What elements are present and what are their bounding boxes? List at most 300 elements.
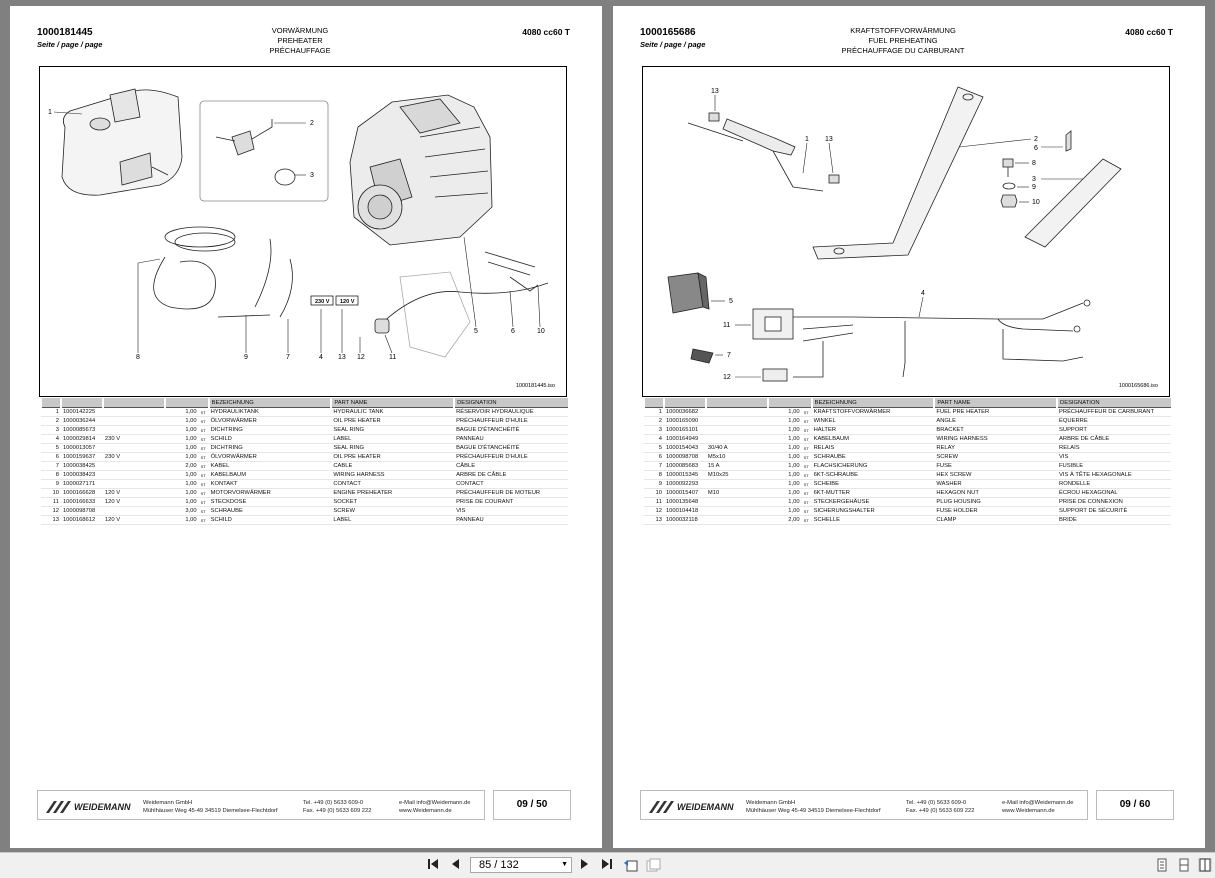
viewer-toolbar	[0, 852, 1215, 878]
document-number: 1000181445	[37, 27, 93, 38]
footer-company-box	[640, 790, 1088, 820]
parts-table-body	[41, 408, 568, 525]
table-row	[41, 408, 568, 417]
table-cell: CONTACT	[331, 480, 454, 489]
last-page-icon[interactable]	[600, 858, 614, 872]
footer-phone	[303, 800, 371, 815]
svg-text:2: 2	[1034, 136, 1038, 143]
table-cell: 1,00	[165, 444, 199, 453]
table-cell: 8	[41, 471, 61, 480]
table-cell: STECKERGEHÄUSE	[812, 498, 935, 507]
svg-text:9: 9	[244, 354, 248, 361]
footer-company	[746, 800, 881, 815]
table-cell: 1,00	[768, 417, 802, 426]
table-cell: CÂBLE	[454, 462, 568, 471]
col-header	[41, 398, 61, 408]
table-cell: KABELBAUM	[209, 471, 332, 480]
next-page-icon[interactable]	[578, 858, 592, 872]
svg-text:10: 10	[537, 328, 545, 335]
table-cell: ÉQUERRE	[1057, 417, 1171, 426]
table-cell	[706, 408, 768, 417]
table-cell: ST	[802, 462, 812, 471]
table-cell: 1000142225	[61, 408, 103, 417]
title-de: KRAFTSTOFFVORWÄRMUNG	[850, 26, 956, 35]
table-cell: 15 A	[706, 462, 768, 471]
svg-text:7: 7	[286, 354, 290, 361]
parts-table	[40, 398, 568, 525]
table-cell: BRIDE	[1057, 516, 1171, 525]
table-row	[41, 516, 568, 525]
table-row	[644, 507, 1171, 516]
table-cell: SCREW	[331, 507, 454, 516]
table-cell: 1000092293	[664, 480, 706, 489]
svg-text:13: 13	[825, 136, 833, 143]
table-cell: HYDRAULIKTANK	[209, 408, 332, 417]
table-cell	[103, 408, 165, 417]
table-cell: KABEL	[209, 462, 332, 471]
svg-text:6: 6	[511, 328, 515, 335]
table-cell: 230 V	[103, 453, 165, 462]
table-cell: ST	[802, 417, 812, 426]
table-row	[41, 426, 568, 435]
svg-text:3: 3	[1032, 176, 1036, 183]
parts-diagram	[39, 66, 567, 397]
table-cell: FLACHSICHERUNG	[812, 462, 935, 471]
table-cell: 1,00	[768, 471, 802, 480]
table-cell: SCHRAUBE	[812, 453, 935, 462]
svg-text:9: 9	[1032, 184, 1036, 191]
table-cell: CONTACT	[454, 480, 568, 489]
table-cell: ST	[199, 516, 209, 525]
table-cell: 1,00	[165, 426, 199, 435]
table-row	[41, 471, 568, 480]
table-cell: HEXAGON NUT	[934, 489, 1057, 498]
table-cell: MOTORVORWÄRMER	[209, 489, 332, 498]
svg-text:10: 10	[1032, 199, 1040, 206]
table-cell: FUEL PRE HEATER	[934, 408, 1057, 417]
title-en: PREHEATER	[277, 36, 323, 45]
table-cell: PRISE DE CONNEXION	[1057, 498, 1171, 507]
company-name: Weidemann GmbH	[746, 800, 796, 806]
diagram-drawing	[40, 67, 568, 398]
table-cell: 1000085683	[664, 462, 706, 471]
table-row	[41, 435, 568, 444]
table-cell: OIL PRE HEATER	[331, 417, 454, 426]
chevron-down-icon[interactable]: ▼	[561, 861, 568, 868]
table-cell: 1000159637	[61, 453, 103, 462]
table-row	[644, 462, 1171, 471]
table-cell: ST	[199, 435, 209, 444]
table-row	[644, 435, 1171, 444]
col-header-part-name: PART NAME	[331, 398, 454, 408]
table-cell: ÖLVORWÄRMER	[209, 417, 332, 426]
table-cell: OIL PRE HEATER	[331, 453, 454, 462]
table-cell: 1000027171	[61, 480, 103, 489]
col-header	[61, 398, 103, 408]
table-cell: 30/40 A	[706, 444, 768, 453]
table-cell	[103, 426, 165, 435]
website: www.Weidemann.de	[399, 807, 452, 814]
parts-diagram	[642, 66, 1170, 397]
table-cell: ENGINE PREHEATER	[331, 489, 454, 498]
table-cell: 13	[41, 516, 61, 525]
table-cell: 1000036682	[664, 408, 706, 417]
table-cell: 1000015407	[664, 489, 706, 498]
table-cell: 1000168612	[61, 516, 103, 525]
table-cell: 1000015345	[664, 471, 706, 480]
table-cell: 7	[41, 462, 61, 471]
table-cell: WIRING HARNESS	[934, 435, 1057, 444]
svg-text:4: 4	[921, 290, 925, 297]
title-de: VORWÄRMUNG	[271, 26, 329, 35]
table-cell: 120 V	[103, 489, 165, 498]
table-cell	[103, 462, 165, 471]
title-en: FUEL PREHEATING	[868, 36, 938, 45]
table-cell: 1,00	[768, 426, 802, 435]
table-cell: 1000098708	[61, 507, 103, 516]
table-cell: ST	[199, 507, 209, 516]
table-cell: 230 V	[103, 435, 165, 444]
model-label: 4080 cc60 T	[1125, 27, 1173, 37]
table-cell: WASHER	[934, 480, 1057, 489]
company-name: Weidemann GmbH	[143, 800, 193, 806]
svg-text:12: 12	[723, 374, 731, 381]
col-header-part-name: PART NAME	[934, 398, 1057, 408]
table-cell: DICHTRING	[209, 426, 332, 435]
table-cell: 1,00	[768, 408, 802, 417]
footer-phone	[906, 800, 974, 815]
table-cell: 6	[41, 453, 61, 462]
table-cell	[706, 480, 768, 489]
table-cell: M10	[706, 489, 768, 498]
table-cell: 5	[644, 444, 664, 453]
table-cell: 1000165090	[664, 417, 706, 426]
page-footer	[640, 790, 1174, 822]
table-cell: 1000029814	[61, 435, 103, 444]
figure-id: 1000181445.iso	[515, 383, 555, 389]
table-cell: PRÉCHAUFFEUR DE MOTEUR	[454, 489, 568, 498]
col-header-bezeichnung: BEZEICHNUNG	[209, 398, 332, 408]
table-cell: 1000104418	[664, 507, 706, 516]
col-header	[664, 398, 706, 408]
table-cell	[103, 480, 165, 489]
table-cell: VIS	[454, 507, 568, 516]
logo-wordmark: WEIDEMANN	[677, 802, 734, 812]
table-cell: SCHILD	[209, 435, 332, 444]
table-cell: ANGLE	[934, 417, 1057, 426]
svg-text:12: 12	[357, 354, 365, 361]
table-cell: 1000164949	[664, 435, 706, 444]
table-cell: 3	[41, 426, 61, 435]
table-cell: 1,00	[768, 489, 802, 498]
table-cell: 1	[41, 408, 61, 417]
svg-text:4: 4	[319, 354, 323, 361]
footer-contact	[1002, 800, 1074, 815]
document-page-right	[613, 6, 1205, 848]
svg-text:8: 8	[1032, 160, 1036, 167]
parts-table-body	[644, 408, 1171, 525]
table-cell: ST	[802, 516, 812, 525]
table-row	[644, 444, 1171, 453]
website: www.Weidemann.de	[1002, 807, 1055, 814]
svg-text:2: 2	[310, 120, 314, 127]
table-cell: 1000135648	[664, 498, 706, 507]
table-cell: 8	[644, 471, 664, 480]
table-cell: KRAFTSTOFFVORWÄRMER	[812, 408, 935, 417]
table-cell: 13	[644, 516, 664, 525]
svg-text:11: 11	[389, 354, 397, 361]
table-cell: 1,00	[165, 435, 199, 444]
table-cell: SCHILD	[209, 516, 332, 525]
table-row	[644, 489, 1171, 498]
table-cell: ST	[802, 426, 812, 435]
svg-text:5: 5	[729, 298, 733, 305]
col-header	[103, 398, 165, 408]
table-cell: HYDRAULIC TANK	[331, 408, 454, 417]
table-row	[41, 453, 568, 462]
diagram-drawing	[643, 67, 1171, 398]
go-forward-view-icon[interactable]	[645, 858, 661, 872]
table-cell	[706, 435, 768, 444]
table-cell	[706, 417, 768, 426]
table-cell: FUSE	[934, 462, 1057, 471]
footer-company-box	[37, 790, 485, 820]
single-page-view-icon[interactable]	[1155, 858, 1169, 872]
go-back-view-icon[interactable]	[623, 858, 639, 872]
table-cell: CLAMP	[934, 516, 1057, 525]
svg-text:3: 3	[310, 172, 314, 179]
table-cell: ST	[802, 507, 812, 516]
svg-text:13: 13	[338, 354, 346, 361]
table-cell: 9	[41, 480, 61, 489]
table-cell: VIS À TÊTE HEXAGONALE	[1057, 471, 1171, 480]
table-cell	[103, 417, 165, 426]
fax-number: Fax. +49 (0) 5633 609 222	[906, 807, 975, 814]
phone-number: Tel. +49 (0) 5633 609-0	[303, 800, 364, 806]
table-header	[41, 398, 568, 408]
phone-number: Tel. +49 (0) 5633 609-0	[906, 800, 967, 806]
title-fr: PRÉCHAUFFAGE DU CARBURANT	[841, 46, 965, 55]
table-cell: SCREW	[934, 453, 1057, 462]
table-cell: 1,00	[768, 435, 802, 444]
table-cell: 1000166633	[61, 498, 103, 507]
table-cell: 1,00	[165, 417, 199, 426]
table-cell: 12	[644, 507, 664, 516]
footer-contact	[399, 800, 471, 815]
table-row	[644, 408, 1171, 417]
table-cell: RÉSERVOIR HYDRAULIQUE	[454, 408, 568, 417]
table-cell: 1,00	[768, 444, 802, 453]
table-cell: RELAIS	[1057, 444, 1171, 453]
table-cell: 1000038423	[61, 471, 103, 480]
table-cell: BRACKET	[934, 426, 1057, 435]
table-cell: 1000032118	[664, 516, 706, 525]
table-cell: FUSE HOLDER	[934, 507, 1057, 516]
table-cell: 10	[644, 489, 664, 498]
two-page-view-icon[interactable]	[1198, 858, 1212, 872]
table-row	[41, 498, 568, 507]
table-cell: 1,00	[768, 462, 802, 471]
table-cell	[706, 516, 768, 525]
table-cell: 1000036244	[61, 417, 103, 426]
table-cell: PLUG HOUSING	[934, 498, 1057, 507]
table-cell: 120 V	[103, 516, 165, 525]
table-cell: 1000038425	[61, 462, 103, 471]
table-cell: 1000154043	[664, 444, 706, 453]
table-cell	[103, 444, 165, 453]
table-cell: ST	[199, 426, 209, 435]
previous-page-icon[interactable]	[448, 858, 462, 872]
table-row	[644, 471, 1171, 480]
table-cell: 1,00	[768, 480, 802, 489]
table-cell	[706, 498, 768, 507]
table-cell: ST	[802, 408, 812, 417]
company-address: Mühlhäuser Weg 45-49 34519 Diemelsee-Flechtdorf	[143, 807, 278, 814]
table-cell: SICHERUNGSHALTER	[812, 507, 935, 516]
table-row	[644, 417, 1171, 426]
table-row	[41, 462, 568, 471]
table-cell: ST	[199, 489, 209, 498]
table-cell: ÉCROU HEXAGONAL	[1057, 489, 1171, 498]
table-row	[41, 507, 568, 516]
svg-text:6: 6	[1034, 145, 1038, 152]
table-cell: KABELBAUM	[812, 435, 935, 444]
table-row	[644, 453, 1171, 462]
email-address: e-Mail info@Weidemann.de	[1002, 800, 1074, 806]
tag-120v: 120 V	[340, 299, 355, 305]
table-row	[644, 426, 1171, 435]
table-cell: 9	[644, 480, 664, 489]
table-row	[41, 417, 568, 426]
table-cell: ST	[802, 480, 812, 489]
table-cell: ST	[199, 471, 209, 480]
table-cell: 4	[41, 435, 61, 444]
table-cell	[706, 507, 768, 516]
table-cell: PRÉCHAUFFEUR D'HUILE	[454, 453, 568, 462]
table-cell: 1,00	[165, 489, 199, 498]
svg-text:7: 7	[727, 352, 731, 359]
table-cell: 120 V	[103, 498, 165, 507]
table-cell: 1,00	[165, 471, 199, 480]
page-number: 09 / 60	[1096, 790, 1174, 820]
table-cell: 12	[41, 507, 61, 516]
table-cell: 1,00	[165, 408, 199, 417]
table-row	[644, 480, 1171, 489]
table-row	[644, 516, 1171, 525]
table-cell: 6	[644, 453, 664, 462]
page-number-input[interactable]	[470, 857, 572, 873]
continuous-view-icon[interactable]	[1177, 858, 1191, 872]
col-header-designation: DESIGNATION	[454, 398, 568, 408]
table-cell: WIRING HARNESS	[331, 471, 454, 480]
email-address: e-Mail info@Weidemann.de	[399, 800, 471, 806]
table-cell: CABLE	[331, 462, 454, 471]
title-fr: PRÉCHAUFFAGE	[269, 46, 331, 55]
table-cell: 1,00	[165, 498, 199, 507]
table-cell: 4	[644, 435, 664, 444]
col-header	[165, 398, 209, 408]
table-cell: PRÉCHAUFFEUR D'HUILE	[454, 417, 568, 426]
svg-text:5: 5	[474, 328, 478, 335]
document-number: 1000165686	[640, 27, 696, 38]
table-cell: ST	[802, 471, 812, 480]
table-cell: 1,00	[768, 507, 802, 516]
table-cell: BAGUE D'ÉTANCHÉITÉ	[454, 444, 568, 453]
table-cell: ST	[199, 462, 209, 471]
table-cell: KONTAKT	[209, 480, 332, 489]
table-cell: 10	[41, 489, 61, 498]
table-cell: SEAL RING	[331, 426, 454, 435]
table-cell: 1000085673	[61, 426, 103, 435]
table-row	[41, 480, 568, 489]
table-cell: 1000166628	[61, 489, 103, 498]
svg-text:1: 1	[805, 136, 809, 143]
table-cell: RONDELLE	[1057, 480, 1171, 489]
col-header	[644, 398, 664, 408]
table-cell: HALTER	[812, 426, 935, 435]
table-cell: SUPPORT DE SÉCURITÉ	[1057, 507, 1171, 516]
table-cell: ST	[802, 435, 812, 444]
table-cell: SCHEIBE	[812, 480, 935, 489]
table-cell: ST	[802, 498, 812, 507]
svg-text:11: 11	[723, 322, 731, 329]
table-cell: PANNEAU	[454, 516, 568, 525]
table-cell: LABEL	[331, 435, 454, 444]
table-cell: HEX SCREW	[934, 471, 1057, 480]
table-cell: ST	[199, 417, 209, 426]
table-cell: ST	[199, 480, 209, 489]
table-row	[41, 489, 568, 498]
table-cell: ST	[802, 444, 812, 453]
weidemann-logo	[44, 799, 131, 815]
page-title	[160, 26, 440, 56]
table-cell: 3	[644, 426, 664, 435]
table-cell	[706, 426, 768, 435]
table-cell: 1,00	[165, 516, 199, 525]
col-header-designation: DESIGNATION	[1057, 398, 1171, 408]
table-row	[644, 498, 1171, 507]
table-cell: STECKDOSE	[209, 498, 332, 507]
page-number-value: 85 / 132	[479, 859, 519, 871]
table-cell: 1	[644, 408, 664, 417]
table-cell: ST	[199, 408, 209, 417]
table-cell: SEAL RING	[331, 444, 454, 453]
table-cell: SCHELLE	[812, 516, 935, 525]
table-cell: 3,00	[165, 507, 199, 516]
company-address: Mühlhäuser Weg 45-49 34519 Diemelsee-Flechtdorf	[746, 807, 881, 814]
table-cell: 6KT-SCHRAUBE	[812, 471, 935, 480]
table-cell: SUPPORT	[1057, 426, 1171, 435]
table-cell: DICHTRING	[209, 444, 332, 453]
table-cell: 1,00	[768, 498, 802, 507]
page-title	[763, 26, 1043, 56]
svg-text:1: 1	[48, 109, 52, 116]
first-page-icon[interactable]	[426, 858, 440, 872]
table-cell: ARBRE DE CÂBLE	[1057, 435, 1171, 444]
table-cell: M10x25	[706, 471, 768, 480]
logo-wordmark: WEIDEMANN	[74, 802, 131, 812]
col-header	[706, 398, 768, 408]
svg-text:13: 13	[711, 88, 719, 95]
weidemann-logo	[647, 799, 734, 815]
table-cell: 11	[41, 498, 61, 507]
table-cell: ST	[802, 489, 812, 498]
fax-number: Fax. +49 (0) 5633 609 222	[303, 807, 372, 814]
col-header-bezeichnung: BEZEICHNUNG	[812, 398, 935, 408]
table-cell: PRISE DE COURANT	[454, 498, 568, 507]
table-cell	[103, 507, 165, 516]
table-cell: 5	[41, 444, 61, 453]
